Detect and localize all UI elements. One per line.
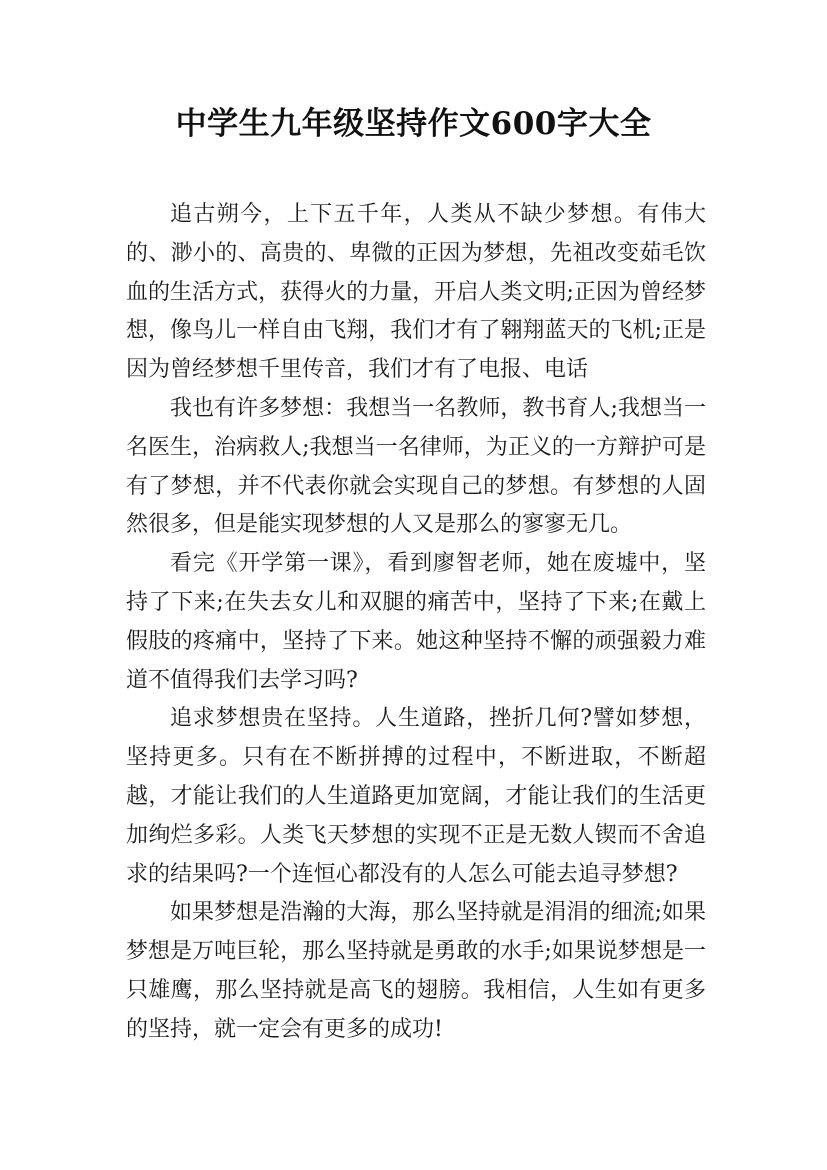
document-body <box>126 196 706 1050</box>
document-title: 中学生九年级坚持作文600字大全 <box>175 106 652 142</box>
paragraph-1: 追古朔今，上下五千年，人类从不缺少梦想。有伟大的、渺小的、高贵的、卑微的正因为梦想，先祖改变茹毛饮血的生活方式，获得火的力量，开启人类文明;正因为曾经梦想，像鸟儿一样自由飞翔，我们才有了翱翔蓝天的飞机;正是因为曾经梦想千里传音，我们才有了电报、电话 <box>126 202 706 383</box>
paragraph-5: 如果梦想是浩瀚的大海，那么坚持就是涓涓的细流;如果梦想是万吨巨轮，那么坚持就是勇敢的水手;如果说梦想是一只雄鹰，那么坚持就是高飞的翅膀。我相信，人生如有更多的坚持，就一定会有更多的成功! <box>126 900 706 1042</box>
paragraph-4: 追求梦想贵在坚持。人生道路，挫折几何?譬如梦想，坚持更多。只有在不断拼搏的过程中，不断进取，不断超越，才能让我们的人生道路更加宽阔，才能让我们的生活更加绚烂多彩。人类飞天梦想的实现不正是无数人锲而不舍追求的结果吗?一个连恒心都没有的人怎么可能去追寻梦想? <box>126 706 706 887</box>
paragraph-2: 我也有许多梦想：我想当一名教师，教书育人;我想当一名医生，治病救人;我想当一名律师，为正义的一方辩护可是有了梦想，并不代表你就会实现自己的梦想。有梦想的人固然很多，但是能实现梦想的人又是那么的寥寥无几。 <box>126 395 706 538</box>
paragraph-3: 看完《开学第一课》，看到廖智老师，她在废墟中，坚持了下来;在失去女儿和双腿的痛苦中，坚持了下来;在戴上假肢的疼痛中，坚持了下来。她这种坚持不懈的顽强毅力难道不值得我们去学习吗? <box>126 551 706 693</box>
